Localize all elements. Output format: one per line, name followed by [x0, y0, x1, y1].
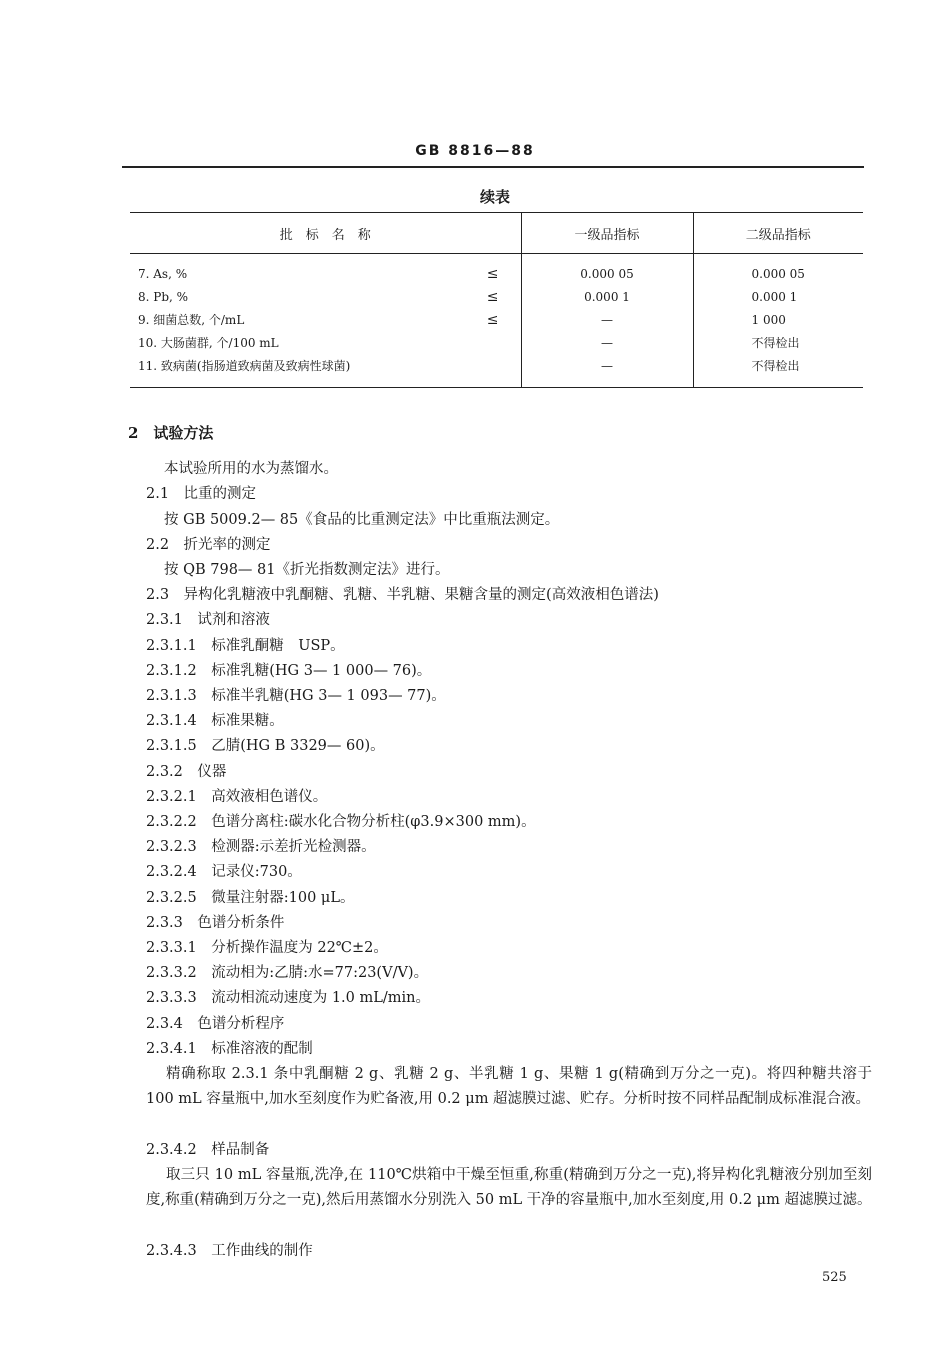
grade1-value: — [521, 331, 693, 354]
body-line: 2.3.1.4 标准果糖。 [146, 713, 284, 729]
body-line: 按 GB 5009.2— 85《食品的比重测定法》中比重瓶法测定。 [164, 512, 560, 528]
body-line: 2.3.1.5 乙腈(HG B 3329— 60)。 [146, 738, 385, 754]
body-line: 2.3.3.2 流动相为:乙腈:水=77:23(V/V)。 [146, 965, 429, 981]
body-line: 2.3 异构化乳糖液中乳酮糖、乳糖、半乳糖、果糖含量的测定(高效液相色谱法) [146, 587, 659, 603]
body-line: 2.3.2.1 高效液相色谱仪。 [146, 789, 328, 805]
table-row [130, 285, 863, 308]
table-header-row [130, 213, 863, 254]
page-number: 525 [822, 1270, 847, 1285]
standard-code-header: GB 8816—88 [415, 143, 535, 159]
body-line: 2.3.1 试剂和溶液 [146, 612, 270, 628]
section-title: 2 试验方法 [128, 424, 214, 442]
body-line: 2.3.2 仪器 [146, 764, 227, 780]
grade1-value: — [521, 354, 693, 388]
col-header-grade2: 二级品指标 [693, 213, 863, 254]
spec-table [130, 212, 863, 388]
operator-symbol: ≤ [486, 265, 499, 282]
table-row [130, 331, 863, 354]
body-line: 2.3.2.5 微量注射器:100 μL。 [146, 890, 355, 906]
header-rule [122, 166, 864, 168]
item-name: 10. 大肠菌群, 个/100 mL [138, 336, 279, 350]
grade2-value: 不得检出 [751, 336, 800, 350]
body-line: 2.3.1.3 标准半乳糖(HG 3— 1 093— 77)。 [146, 688, 446, 704]
grade2-value: 1 000 [751, 312, 786, 327]
subsection-heading: 2.3.4.3 工作曲线的制作 [146, 1243, 313, 1259]
item-name: 8. Pb, % [138, 289, 189, 304]
paragraph-standard-solution: 精确称取 2.3.1 条中乳酮糖 2 g、乳糖 2 g、半乳糖 1 g、果糖 1 g(精确到万分之一克)。将四种糖共溶于 100 mL 容量瓶中,加水至刻度作为贮备液,用 0.2 μm 超滤膜过滤、贮存。分析时按不同样品配制成标准混合液。 [146, 1066, 872, 1107]
item-name: 11. 致病菌(指肠道致病菌及致病性球菌) [138, 359, 351, 373]
body-line: 2.3.3 色谱分析条件 [146, 915, 285, 931]
body-line: 2.3.1.1 标准乳酮糖 USP。 [146, 638, 345, 654]
item-name: 9. 细菌总数, 个/mL [138, 313, 245, 327]
body-line: 2.3.2.3 检测器:示差折光检测器。 [146, 839, 376, 855]
grade1-value: 0.000 05 [521, 254, 693, 286]
body-line: 2.3.3.3 流动相流动速度为 1.0 mL/min。 [146, 990, 430, 1006]
grade2-value: 不得检出 [751, 359, 800, 373]
body-line: 2.3.4 色谱分析程序 [146, 1016, 285, 1032]
body-line: 2.3.2.4 记录仪:730。 [146, 864, 302, 880]
operator-symbol: ≤ [486, 311, 499, 328]
col-header-name: 批 标 名 称 [130, 213, 521, 254]
paragraph-sample-prep: 取三只 10 mL 容量瓶,洗净,在 110℃烘箱中干燥至恒重,称重(精确到万分之一克),将异构化乳糖液分别加至刻度,称重(精确到万分之一克),然后用蒸馏水分别洗入 50 mL 干净的容量瓶中,加水至刻度,用 0.2 μm 超滤膜过滤。 [146, 1167, 872, 1208]
grade1-value: 0.000 1 [521, 285, 693, 308]
table-row [130, 308, 863, 331]
body-line: 2.3.1.2 标准乳糖(HG 3— 1 000— 76)。 [146, 663, 432, 679]
body-line: 2.2 折光率的测定 [146, 537, 271, 553]
grade2-value: 0.000 05 [751, 266, 805, 281]
body-line: 2.3.3.1 分析操作温度为 22℃±2。 [146, 940, 388, 956]
body-line: 2.3.4.1 标准溶液的配制 [146, 1041, 313, 1057]
body-line: 本试验所用的水为蒸馏水。 [164, 461, 338, 477]
table-row [130, 254, 863, 286]
body-line: 按 QB 798— 81《折光指数测定法》进行。 [164, 562, 450, 578]
table-row [130, 354, 863, 388]
operator-symbol: ≤ [486, 288, 499, 305]
grade2-value: 0.000 1 [751, 289, 798, 304]
subsection-heading: 2.3.4.2 样品制备 [146, 1142, 270, 1158]
item-name: 7. As, % [138, 266, 188, 281]
table-caption: 续表 [479, 188, 510, 206]
body-line: 2.3.2.2 色谱分离柱:碳水化合物分析柱(φ3.9×300 mm)。 [146, 814, 536, 830]
body-line: 2.1 比重的测定 [146, 486, 257, 502]
grade1-value: — [521, 308, 693, 331]
col-header-grade1: 一级品指标 [521, 213, 693, 254]
